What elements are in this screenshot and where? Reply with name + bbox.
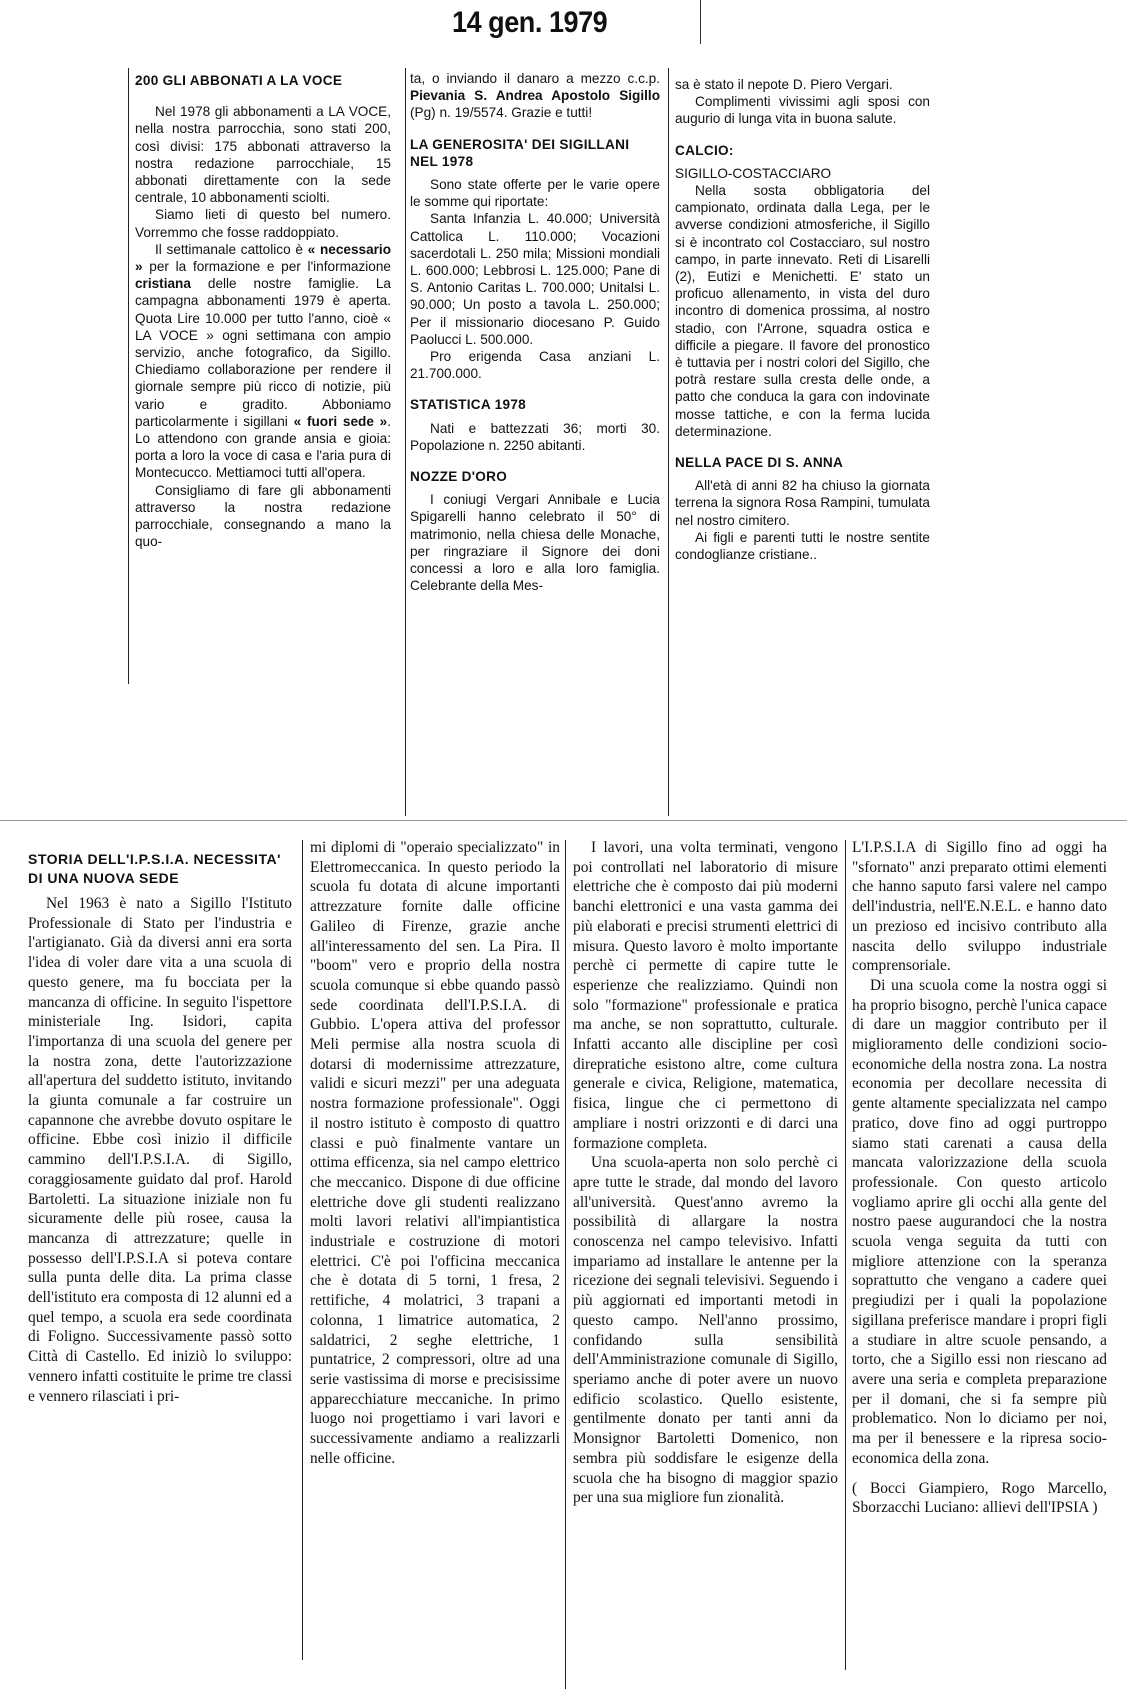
section-separator bbox=[0, 820, 1127, 821]
author-signature: ( Bocci Giampiero, Rogo Marcello, Sborzacchi Luciano: allievi dell'IPSIA ) bbox=[852, 1479, 1107, 1517]
top-column-3 bbox=[675, 76, 930, 563]
bottom-divider-1 bbox=[302, 840, 303, 1660]
article-title-calcio: CALCIO: bbox=[675, 142, 734, 158]
article-title-statistica: STATISTICA 1978 bbox=[410, 397, 527, 413]
paragraph: I coniugi Vergari Annibale e Lucia Spigarelli hanno celebrato il 50° di matrimonio, nella chiesa delle Monache, per ringraziare il Signore dei doni concessi a loro e alla loro famiglia. Celebrante della Mes- bbox=[410, 492, 660, 594]
paragraph: L'I.P.S.I.A di Sigillo fino ad oggi ha "sfornato" anzi preparato ottimi elementi che hanno saputo farsi valere nel campo dell'industria, nell'E.N.E.L. e hanno dato un prezioso ed incisivo contributo alla nascita dello sviluppo industriale comprensoriale. bbox=[852, 839, 1107, 975]
paragraph: Il settimanale cattolico è « necessario » per la formazione e per l'informazione cristiana delle nostre famiglie. La campagna abbonamenti 1979 è aperta. Quota Lire 10.000 per tutto l'anno, cioè « LA VOCE » ogni settimana con ampio servizio, anche fotografico, da Sigillo. Chiediamo collaborazione per rendere il giornale sempre più ricco di notizie, più vario e gradito. Abboniamo particolarmente i sigillani « fuori sede ». Lo attendono con grande ansia e gioia: porta a loro la voce di casa e l'aria pura di Montecucco. Mettiamoci tutti all'opera. bbox=[135, 241, 392, 481]
top-left-rule bbox=[128, 68, 129, 684]
top-column-2 bbox=[410, 70, 660, 594]
paragraph: Di una scuola come la nostra oggi si ha proprio bisogno, perchè l'unica capace di dare un maggior contributo per il miglioramento delle condizioni socio-economiche della nostra zona. La nostra economia per decollare necessita di gente altamente specializzata nel campo pratico, dove fino ad oggi purtroppo siamo stati carenati a causa della mancata valorizzazione della scuola professionale. Con questo articolo vogliamo aprire gli occhi alla gente del nostro paese augurandoci che la nostra scuola venga seguita da tutti con migliore attenzione con la speranza soprattutto che vengano a cadere quei pregiudizi per i quali la popolazione sigillana preferisce mandare i propri figli a studiare in altre scuole pensando, a torto, che a Sigillo essi non riescano ad avere una seria e completa preparazione per il domani, che si fa sempre più problematico. Non lo diciamo per noi, ma per il benessere e la ripresa socio-economica della zona. bbox=[852, 976, 1107, 1467]
paragraph: Santa Infanzia L. 40.000; Università Cattolica L. 110.000; Vocazioni sacerdotali L. 250 mila; Missioni mondiali L. 600.000; Lebbrosi L. 125.000; Pane di S. Antonio Caritas L. 700.000; Unitalsi L. 90.000; Un posto a tavola L. 250.000; Per il missionario diocesano P. Guido Paolucci L. 500.000. bbox=[410, 211, 660, 347]
paragraph: Nel 1978 gli abbonamenti a LA VOCE, nella nostra parrocchia, sono stati 200, così divisi: 175 abbonati attraverso la nostra redazione parrocchiale, 15 abbonati direttamente con la sede centrale, 10 abbonamenti sciolti. bbox=[135, 104, 391, 206]
paragraph: Una scuola-aperta non solo perchè ci apre tutte le strade, dal mondo del lavoro all'università. Quest'anno avremo la possibilità di allargare la nostra conoscenza nel campo televisivo. Infatti impariamo ad installare le antenne per la ricezione dei segnali televisivi. Seguendo i più aggiornati ed importanti metodi in questo campo. Nell'anno prossimo, confidando sulla sensibilità dell'Amministrazione comunale di Sigillo, speriamo anche di poter avere un nuovo edificio scolastico. Quello esistente, gentilmente donato per tanti anni da Monsignor Bartoletti Domenico, non sembra più soddisfare le esigenze della scuola che ha bisogno di maggior spazio per una sua migliore fun zionalità. bbox=[573, 1154, 838, 1507]
bottom-column-1 bbox=[28, 850, 292, 1406]
paragraph: Sono state offerte per le varie opere le somme qui riportate: bbox=[410, 177, 660, 210]
paragraph: sa è stato il nepote D. Piero Vergari. bbox=[675, 77, 893, 92]
paragraph: Ai figli e parenti tutti le nostre sentite condoglianze cristiane.. bbox=[675, 529, 930, 563]
bottom-divider-3 bbox=[845, 840, 846, 1670]
subtitle: SIGILLO-COSTACCIARO bbox=[675, 165, 832, 181]
article-title-abbonati: 200 GLI ABBONATI A LA VOCE bbox=[135, 73, 343, 88]
bottom-column-4 bbox=[852, 838, 1107, 1518]
paragraph: Nati e battezzati 36; morti 30. Popolazione n. 2250 abitanti. bbox=[410, 420, 660, 453]
paragraph: Pro erigenda Casa anziani L. 21.700.000. bbox=[410, 349, 660, 382]
paragraph: Nel 1963 è nato a Sigillo l'Istituto Professionale di Stato per l'industria e l'artigianato. Già da diversi anni era sorta l'idea di voler dare vita a una scuola di questo genere, ma fu bocciata per la mancanza di officine. In seguito l'ispettore ministeriale Ing. Isidori, capita l'importanza di una scuola del genere per la nostra zona, dette l'autorizzazione all'apertura del suddetto istituto, invitando la giunta comunale a far costruire un capannone che avrebbe dovuto ospitare le officine. Ebbe così inizio il difficile cammino dell'I.P.S.I.A. di Sigillo, coraggiosamente guidato dal prof. Harold Bartoletti. La situazione iniziale non fu sicuramente delle più rosee, causa la mancanza di attrezzature; quelle in possesso dell'I.P.S.I.A si poteva contare sulla punta delle dita. La prima classe dell'istituto era composta di 12 alunni ed a quel tempo, a scuola era sede coordinata di Foligno. Successivamente passò sotto Città di Castello. Ed iniziò lo sviluppo: vennero infatti costituite le prime tre classi e vennero rilasciati i pri- bbox=[28, 895, 292, 1405]
bottom-column-2 bbox=[310, 838, 560, 1469]
header-rule bbox=[700, 0, 701, 44]
paragraph: Consigliamo di fare gli abbonamenti attraverso la nostra redazione parrocchiale, consegnando a mano la quo- bbox=[135, 482, 391, 550]
issue-date: 14 gen. 1979 bbox=[452, 6, 608, 39]
article-title-pace: NELLA PACE DI S. ANNA bbox=[675, 455, 844, 471]
paragraph: I lavori, una volta terminati, vengono poi controllati nel laboratorio di misure elettriche che è composto dai più moderni banchi elettronici e una vasta gamma dei più elaborati e precisi strumenti elettrici di misura. Questo lavoro è molto importante perchè ci permette di capire tutte le esperienze che realizziamo. Quindi non solo "formazione" professionale e pratica ma anche, se non soprattutto, culturale. Infatti accanto alle discipline per così direpratiche esistono altre, come cultura generale e civica, Religione, matematica, fisica, lingue che ci permettono di ampliare i nostri orizzonti e di darci una formazione completa. bbox=[573, 839, 838, 1152]
top-divider-2 bbox=[668, 68, 669, 816]
paragraph: Siamo lieti di questo bel numero. Vorremmo che fosse raddoppiato. bbox=[135, 207, 391, 240]
article-title-nozze: NOZZE D'ORO bbox=[410, 469, 508, 485]
top-divider-1 bbox=[405, 68, 406, 816]
paragraph: mi diplomi di "operaio specializzato" in Elettromeccanica. In questo periodo la scuola fu dotata di alcune importanti attrezzature fornite dalle officine Galileo di Firenze, grazie anche all'interessamento del sen. La Pira. Il "boom" vero e proprio della nostra scuola comunque si ebbe quando passò sede coordinata dell'I.P.S.I.A. di Gubbio. L'opera attiva del professor Meli permise alla nostra scuola di dotarsi di modernissime attrezzature, validi e sicuri mezzi" per una adeguata nostra formazione professionale". Oggi il nostro istituto è composto di quattro classi e può finalmente vantare un ottima efficenza, sia nel campo elettrico che meccanico. Dispone di due officine elettriche dove gli studenti realizzano molti lavori relativi all'impiantistica industriale e costruzione di motori elettrici. C'è poi l'officina meccanica che è dotata di 5 torni, 1 fresa, 2 rettifiche, 4 molatrici, 3 trapani a colonna, 1 limatrice automatica, 2 saldatrici, 2 seghe elettriche, 1 puntatrice, 2 compressori, oltre ad una serie vastissima di morse e precisissime apparecchiature meccaniche. In primo luogo noi progettiamo i vari lavori e successivamente andiamo a realizzarli nelle officine. bbox=[310, 839, 560, 1467]
paragraph: Nella sosta obbligatoria del campionato, ordinata dalla Lega, per le avverse condizioni atmosferiche, il Sigillo si è incontrato col Costacciaro, sul nostro campo, in parte innevato. Reti di Lisarelli (2), Eutizi e Menichetti. E' stato un proficuo allenamento, in vista del duro incontro di domenica prossima, al nostro stadio, con l'Arrone, squadra ostica e difficile a piegare. Il favore del pronostico è tuttavia per i nostri colori del Sigillo, che potrà restare sulla cresta delle onde, a patto che conduca la gara con indovinate mosse tattiche, e con la ferma lucida determinazione. bbox=[675, 183, 930, 439]
bottom-column-3 bbox=[573, 838, 838, 1508]
article-title-generosita: LA GENEROSITA' DEI SIGILLANI NEL 1978 bbox=[410, 136, 630, 169]
bottom-divider-2 bbox=[565, 840, 566, 1689]
top-column-1 bbox=[135, 72, 391, 550]
article-title-ipsia: STORIA DELL'I.P.S.I.A. NECESSITA' DI UNA NUOVA SEDE bbox=[28, 851, 281, 886]
paragraph: ta, o inviando il danaro a mezzo c.c.p. Pievania S. Andrea Apostolo Sigillo (Pg) n. 19/5574. Grazie e tutti! bbox=[410, 71, 660, 121]
paragraph: All'età di anni 82 ha chiuso la giornata terrena la signora Rosa Rampini, tumulata nel nostro cimitero. bbox=[675, 478, 930, 528]
paragraph: Complimenti vivissimi agli sposi con augurio di lunga vita in buona salute. bbox=[675, 94, 930, 127]
